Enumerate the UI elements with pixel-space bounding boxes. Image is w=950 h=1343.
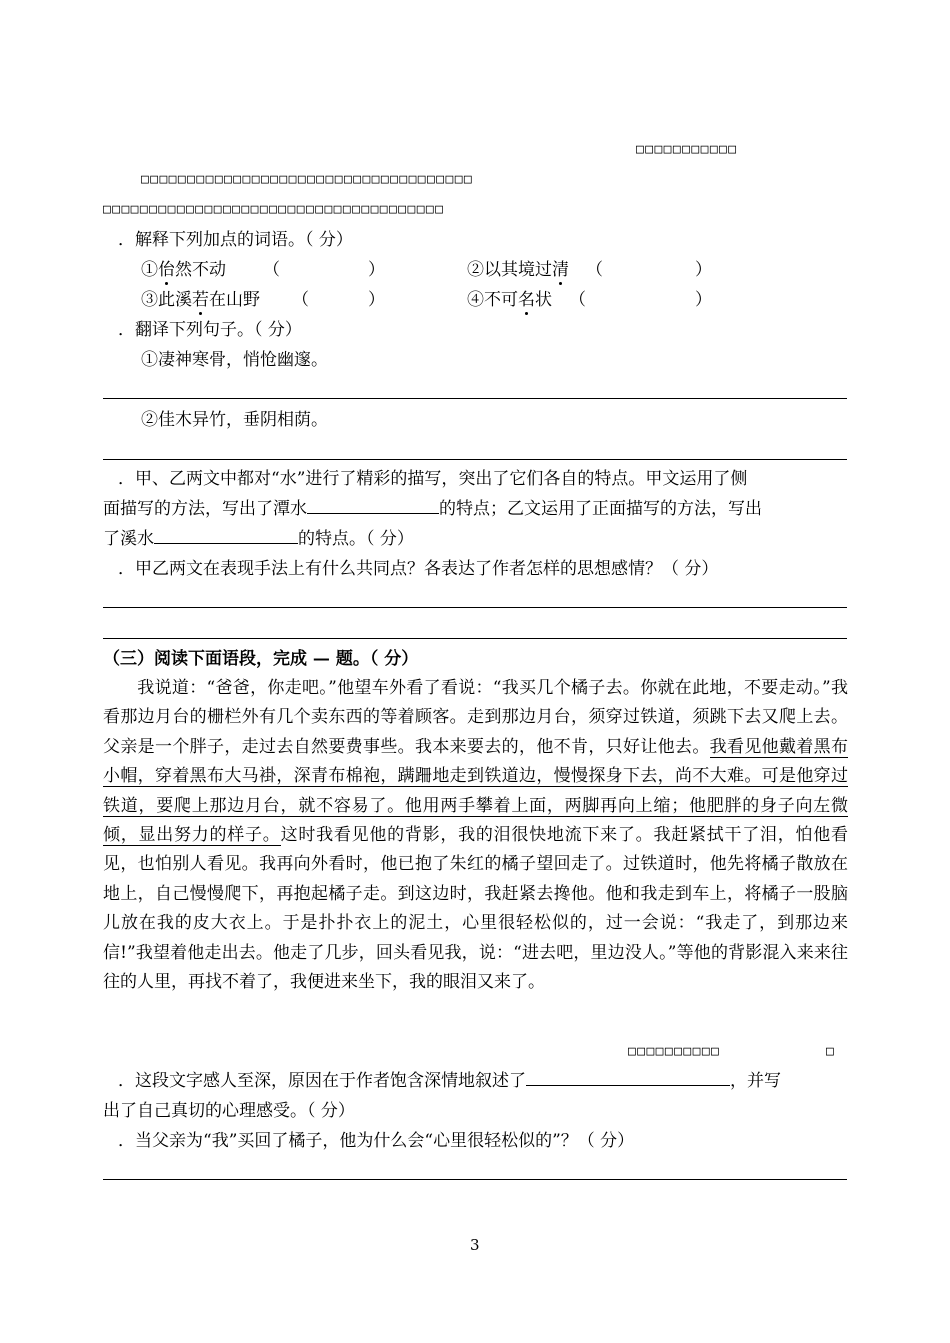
question-water-line-1: ．甲、乙两文中都对“水”进行了精彩的描写，突出了它们各自的特点。甲文运用了侧 bbox=[118, 469, 748, 489]
answer-line[interactable] bbox=[103, 398, 847, 399]
dotted-char: 名 bbox=[518, 290, 535, 310]
question-relaxed: ．当父亲为“我”买回了橘子，他为什么会“心里很轻松似的”？（ 分） bbox=[118, 1131, 635, 1151]
intro-line-1: □□□□□□□□□□□□□□□□□□□□□□□□□□□□□□□□□□□□ bbox=[141, 172, 474, 187]
question-translate: ．翻译下列句子。（ 分） bbox=[118, 320, 302, 340]
answer-paren-left: （ bbox=[586, 260, 603, 280]
question-explain-words: ．解释下列加点的词语。（ 分） bbox=[118, 230, 353, 250]
passage-source-end: □ bbox=[826, 1044, 836, 1059]
item-text: ②以其境过 bbox=[467, 260, 552, 280]
answer-paren-right: ） bbox=[368, 290, 385, 310]
passage-source: □□□□□□□□□□ bbox=[628, 1044, 721, 1059]
intro-line-2: □□□□□□□□□□□□□□□□□□□□□□□□□□□□□□□□□□□□□ bbox=[103, 202, 445, 217]
fill-blank[interactable] bbox=[526, 1067, 730, 1086]
item-text: ④不可 bbox=[467, 290, 518, 310]
answer-paren-right: ） bbox=[695, 260, 712, 280]
question-water-line-3 bbox=[103, 525, 414, 554]
item-text: 状 bbox=[535, 290, 552, 310]
answer-line[interactable] bbox=[103, 638, 847, 639]
dotted-char: 佁 bbox=[158, 260, 175, 280]
question-moving-line-2: 出了自己真切的心理感受。（ 分） bbox=[103, 1101, 355, 1121]
fill-blank[interactable] bbox=[154, 525, 298, 544]
section-heading: （三）阅读下面语段，完成 — 题。（ 分） bbox=[103, 649, 419, 669]
answer-paren-left: （ bbox=[292, 290, 309, 310]
translate-sentence-2: ②佳木异竹，垂阴相荫。 bbox=[141, 410, 328, 430]
answer-paren-right: ） bbox=[695, 290, 712, 310]
explain-item-2 bbox=[467, 256, 569, 285]
question-water-line-2 bbox=[103, 495, 762, 524]
fill-blank[interactable] bbox=[307, 495, 439, 514]
item-text: ③此溪 bbox=[141, 290, 192, 310]
answer-paren-right: ） bbox=[368, 260, 385, 280]
dotted-char: 若 bbox=[192, 290, 209, 310]
answer-line[interactable] bbox=[103, 1179, 847, 1180]
item-text: 在山野 bbox=[209, 290, 260, 310]
underlined-passage: 我看见他戴着黑布小帽，穿着黑布大马褂，深青布棉袍，蹒跚地走到铁道边，慢慢探身下去，尚不大难。可是他穿过铁道，要爬上那边月台，就不容易了。他用两手攀着上面，两脚再向上缩；他肥胖的身子向左微倾，显出努力的样子。 bbox=[103, 736, 849, 846]
page-number: 3 bbox=[470, 1236, 480, 1254]
question-text: ．这段文字感人至深，原因在于作者饱含深情地叙述了 bbox=[118, 1071, 526, 1091]
answer-line[interactable] bbox=[103, 607, 847, 608]
translate-sentence-1: ①凄神寒骨，悄怆幽邃。 bbox=[141, 350, 328, 370]
question-moving-line-1 bbox=[118, 1067, 781, 1096]
reading-passage bbox=[103, 674, 848, 997]
explain-item-3 bbox=[141, 286, 260, 315]
item-text: ① bbox=[141, 260, 158, 280]
dotted-char: 清 bbox=[552, 260, 569, 280]
question-common-points: ．甲乙两文在表现手法上有什么共同点？各表达了作者怎样的思想感情？（ 分） bbox=[118, 559, 719, 579]
question-text: 的特点。（ 分） bbox=[298, 529, 414, 549]
question-text: 了溪水 bbox=[103, 529, 154, 549]
passage-text: 这时我看见他的背影，我的泪很快地流下来了。我赶紧拭干了泪，怕他看见，也怕别人看见。我再向外看时，他已抱了朱红的橘子望回走了。过铁道时，他先将橘子散放在地上，自己慢慢爬下，再抱起橘子走。到这边时，我赶紧去搀他。他和我走到车上，将橘子一股脑儿放在我的皮大衣上。于是扑扑衣上的泥土，心里很轻松似的，过一会说：“我走了，到那边来信!”我望着他走出去。他走了几步，回头看见我，说：“进去吧，里边没人。”等他的背影混入来来往往的人里，再找不着了，我便进来坐下，我的眼泪又来了。 bbox=[103, 825, 849, 993]
explain-item-4 bbox=[467, 286, 552, 315]
question-text: 的特点；乙文运用了正面描写的方法，写出 bbox=[439, 499, 762, 519]
answer-line[interactable] bbox=[103, 459, 847, 460]
question-text: ，并写 bbox=[730, 1071, 781, 1091]
passage-text: 我说道：“爸爸，你走吧。”他望车外看了看说：“我买几个橘子去。你就在此地，不要走动。”我看那边月台的栅栏外有几个卖东西的等着顾客。走到那边月台，须穿过铁道，须跳下去又爬上去。父亲是一个胖子，走过去自然要费事些。我本来要去的，他不肯，只好让他去。 bbox=[103, 678, 848, 757]
item-text: 然不动 bbox=[175, 260, 226, 280]
explain-item-1 bbox=[141, 256, 226, 285]
answer-paren-left: （ bbox=[263, 260, 280, 280]
question-text: 面描写的方法，写出了潭水 bbox=[103, 499, 307, 519]
answer-paren-left: （ bbox=[569, 290, 586, 310]
source-citation: □□□□□□□□□□□ bbox=[636, 142, 738, 157]
